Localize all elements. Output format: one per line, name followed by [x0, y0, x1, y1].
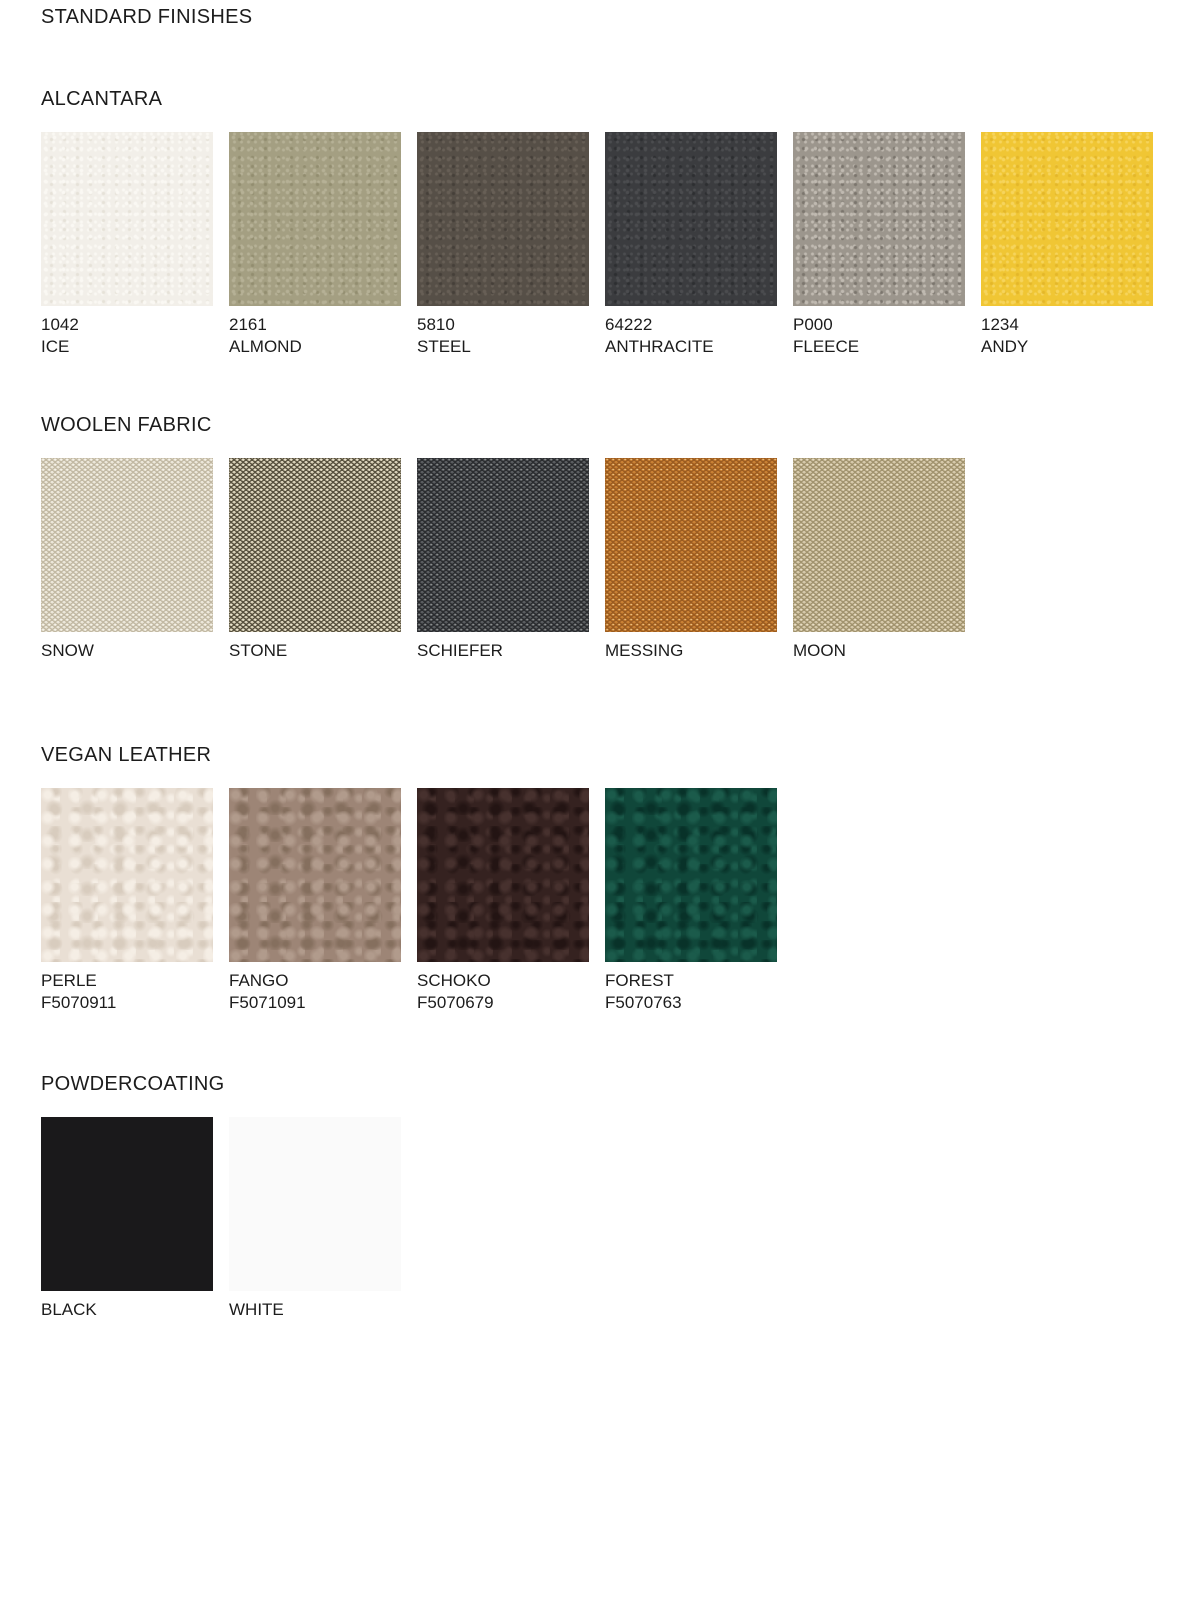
swatch-code: F5070679: [417, 993, 494, 1012]
section-woolen-fabric: [41, 414, 965, 662]
swatch-labels: [605, 640, 777, 662]
swatch-perle: [41, 788, 213, 962]
swatch-labels: [229, 314, 401, 358]
swatch-cell-forest: [605, 788, 777, 1014]
swatch-name: FLEECE: [793, 337, 860, 356]
swatch-labels: [229, 640, 401, 662]
swatch-fleece: [793, 132, 965, 306]
swatch-name: FANGO: [229, 971, 289, 990]
swatch-cell-moon: [793, 458, 965, 662]
swatch-fango: [229, 788, 401, 962]
swatch-code: F5070763: [605, 993, 682, 1012]
swatch-labels: [793, 640, 965, 662]
swatch-code: 1234: [981, 315, 1019, 334]
swatch-steel: [417, 132, 589, 306]
swatch-name: FOREST: [605, 971, 674, 990]
swatch-name: SCHIEFER: [417, 641, 503, 660]
swatch-labels: [417, 640, 589, 662]
swatch-schiefer: [417, 458, 589, 632]
swatch-code: F5071091: [229, 993, 306, 1012]
swatch-forest: [605, 788, 777, 962]
swatch-name: SCHOKO: [417, 971, 491, 990]
swatch-labels: [41, 970, 213, 1014]
swatch-stone: [229, 458, 401, 632]
swatch-cell-steel: [417, 132, 589, 358]
swatch-code: F5070911: [41, 993, 117, 1012]
swatch-labels: [981, 314, 1153, 358]
woolen-swatch-row: [41, 458, 965, 662]
swatch-black: [41, 1117, 213, 1291]
swatch-labels: [229, 970, 401, 1014]
swatch-cell-fango: [229, 788, 401, 1014]
section-heading-alcantara: ALCANTARA: [41, 88, 163, 110]
swatch-cell-black: [41, 1117, 213, 1321]
swatch-anthracite: [605, 132, 777, 306]
swatch-code: 1042: [41, 315, 79, 334]
swatch-name: MOON: [793, 641, 846, 660]
swatch-snow: [41, 458, 213, 632]
swatch-code: 2161: [229, 315, 267, 334]
swatch-ice: [41, 132, 213, 306]
leather-swatch-row: [41, 788, 777, 1014]
powdercoating-swatch-row: [41, 1117, 401, 1321]
swatch-labels: [417, 314, 589, 358]
swatch-cell-perle: [41, 788, 213, 1014]
swatch-name: MESSING: [605, 641, 684, 660]
swatch-cell-schiefer: [417, 458, 589, 662]
section-vegan-leather: [41, 744, 777, 1014]
section-heading-woolen-fabric: WOOLEN FABRIC: [41, 414, 212, 436]
swatch-cell-almond: [229, 132, 401, 358]
swatch-cell-messing: [605, 458, 777, 662]
swatch-andy: [981, 132, 1153, 306]
swatch-almond: [229, 132, 401, 306]
section-heading-powdercoating: POWDERCOATING: [41, 1073, 225, 1095]
swatch-white: [229, 1117, 401, 1291]
section-alcantara: [41, 88, 1153, 358]
swatch-labels: [417, 970, 589, 1014]
swatch-labels: [605, 970, 777, 1014]
section-powdercoating: [41, 1073, 401, 1321]
swatch-labels: [229, 1299, 401, 1321]
swatch-cell-schoko: [417, 788, 589, 1014]
swatch-cell-fleece: [793, 132, 965, 358]
swatch-cell-andy: [981, 132, 1153, 358]
swatch-name: BLACK: [41, 1300, 97, 1319]
swatch-messing: [605, 458, 777, 632]
swatch-name: ALMOND: [229, 337, 302, 356]
swatch-name: STONE: [229, 641, 288, 660]
page-title: STANDARD FINISHES: [41, 6, 253, 28]
swatch-cell-snow: [41, 458, 213, 662]
swatch-name: ANTHRACITE: [605, 337, 714, 356]
swatch-labels: [793, 314, 965, 358]
swatch-name: ICE: [41, 337, 70, 356]
alcantara-swatch-row: [41, 132, 1153, 358]
swatch-moon: [793, 458, 965, 632]
swatch-labels: [605, 314, 777, 358]
swatch-labels: [41, 640, 213, 662]
swatch-name: PERLE: [41, 971, 97, 990]
swatch-labels: [41, 314, 213, 358]
section-heading-vegan-leather: VEGAN LEATHER: [41, 744, 212, 766]
swatch-name: ANDY: [981, 337, 1029, 356]
swatch-schoko: [417, 788, 589, 962]
swatch-code: 64222: [605, 315, 653, 334]
swatch-code: 5810: [417, 315, 455, 334]
swatch-name: WHITE: [229, 1300, 284, 1319]
swatch-cell-stone: [229, 458, 401, 662]
swatch-code: P000: [793, 315, 833, 334]
swatch-name: STEEL: [417, 337, 471, 356]
swatch-cell-white: [229, 1117, 401, 1321]
swatch-cell-ice: [41, 132, 213, 358]
swatch-labels: [41, 1299, 213, 1321]
swatch-cell-anthracite: [605, 132, 777, 358]
swatch-name: SNOW: [41, 641, 94, 660]
